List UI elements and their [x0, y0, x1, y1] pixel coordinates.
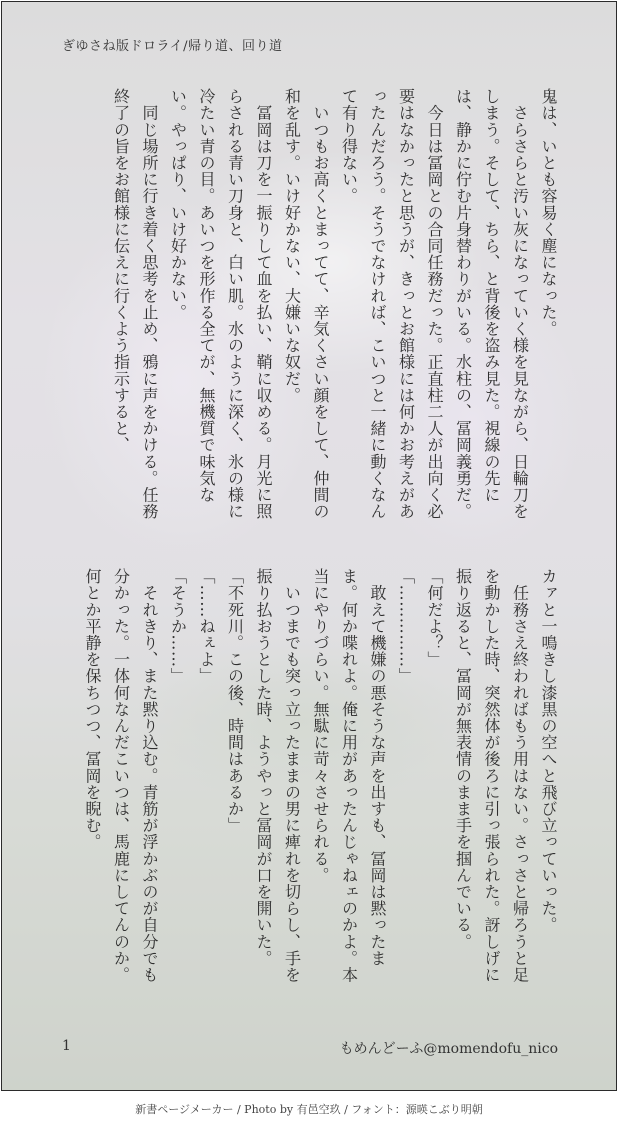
- footer-credits: 新書ページメーカー / Photo by 有邑空玖 / フォント：源暎こぶり明朝: [135, 1103, 483, 1116]
- paragraph: 「……………」: [396, 568, 416, 685]
- paragraph: 同じ場所に行き着く思考を止め、鴉に声をかける。任務終了の旨をお館様に伝えに行くよう指示すると、: [111, 88, 159, 520]
- paragraph: 敢えて機嫌の悪そうな声を出すも、冨岡は黙ったまま。何か喋れよ。俺に用があったんじゃねェのかよ。本当にやりづらい。無駄に苛々させられる。: [311, 568, 387, 983]
- page-panel: [1, 1, 617, 1091]
- paragraph: 任務さえ終わればもう用はない。さっさと帰ろうと足を動かした時、突然体が後ろに引っ張られた。訝しげに振り返ると、冨岡が無表情のまま手を掴んでいる。: [453, 568, 530, 983]
- paragraph: 鬼は、いとも容易く塵になった。: [539, 88, 558, 337]
- paragraph: 「何だよ？」: [425, 568, 444, 668]
- paragraph: さらさらと汚い灰になっていく様を見ながら、日輪刀をしまう。そして、ちら、と背後を盗み見た。視線の先には、静かに佇む片身替わりがいる。水柱の、冨岡義勇だ。: [453, 88, 530, 520]
- paragraph: いつまでも突っ立ったままの男に痺れを切らし、手を振り払おうとした時、ようやっと冨岡が口を開いた。: [254, 568, 302, 983]
- page-title: ぎゆさね版ドロライ/帰り道、回り道: [62, 39, 283, 54]
- paragraph: 「……ねぇよ」: [197, 568, 216, 685]
- paragraph: いつもお高くとまってて、辛気くさい顔をして、仲間の和を乱す。いけ好かない、大嫌いな奴だ。: [282, 88, 330, 520]
- text-block-lower: [56, 568, 562, 988]
- paragraph: 今日は冨岡との合同任務だった。正直柱二人が出向く必要はなかったと思うが、きっとお館様には何かお考えがあったんだろう。そうでなければ、こいつと一緒に動くなんて有り得ない。: [339, 88, 444, 520]
- paragraph: 「不死川。この後、時間はあるか」: [225, 568, 245, 834]
- paragraph: 冨岡は刀を一振りして血を払い、鞘に収める。月光に照らされる青い刀身と、白い肌。水のように深く、氷の様に冷たい青の目。あいつを形作る全てが、無機質で味気ない。やっぱり、いけ好かない。: [168, 88, 273, 520]
- page-number: 1: [62, 1038, 71, 1054]
- text-block-upper: [56, 88, 562, 520]
- paragraph: 「そうか……」: [168, 568, 188, 685]
- paragraph: カァと一鳴きし漆黒の空へと飛び立っていった。: [539, 568, 558, 934]
- author-credit: もめんどーふ@momendofu_nico: [339, 1041, 558, 1057]
- paragraph: それきり、また黙り込む。青筋が浮かぶのが自分でも分かった。一体何なんだこいつは、馬鹿にしてんのか。何とか平静を保ちつつ、冨岡を睨む。: [83, 568, 159, 983]
